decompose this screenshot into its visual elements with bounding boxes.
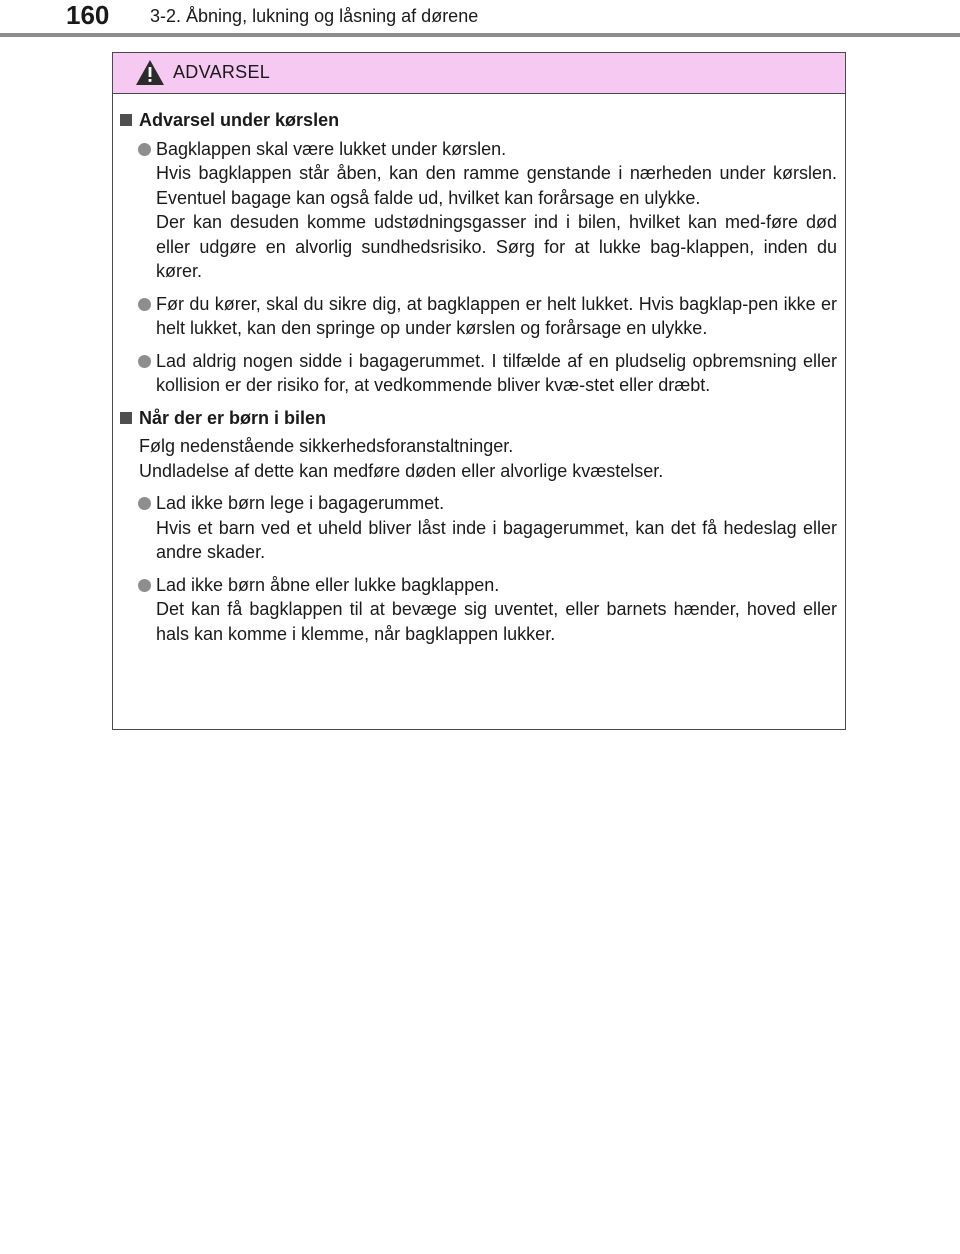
circle-bullet-icon (138, 143, 151, 156)
section-children (119, 406, 837, 647)
paragraph: Undladelse af dette kan medføre døden eller alvorlige kvæstelser. (139, 460, 664, 481)
section-heading-text: Advarsel under kørslen (139, 110, 340, 130)
page-header (0, 0, 960, 40)
square-bullet-icon (120, 412, 132, 424)
paragraph: Før du kører, skal du sikre dig, at bagklappen er helt lukket. Hvis bagklap-pen ikke er helt lukket, kan den springe op under kørslen og forårsage en ulykke. (156, 293, 837, 338)
list-item (119, 137, 837, 284)
paragraph: Det kan få bagklappen til at bevæge sig uventet, eller barnets hænder, hoved eller hals kan komme i klemme, når bagklappen lukker. (156, 599, 837, 644)
warning-box (112, 52, 846, 730)
page-number: 160 (66, 0, 110, 30)
paragraph: Lad ikke børn lege i bagagerummet. (156, 493, 445, 513)
paragraph: Følg nedenstående sikkerhedsforanstaltninger. (139, 436, 514, 456)
circle-bullet-icon (138, 355, 151, 368)
square-bullet-icon (120, 114, 132, 126)
section-title: 3-2. Åbning, lukning og låsning af dørene (150, 6, 479, 26)
paragraph: Hvis bagklappen står åben, kan den ramme genstande i nærheden under kørslen. Eventuel bagage kan også falde ud, hvilket kan forårsage en ulykke. (156, 163, 837, 208)
list-item (119, 292, 837, 341)
paragraph: Lad ikke børn åbne eller lukke bagklappen. (156, 574, 500, 595)
circle-bullet-icon (138, 579, 151, 592)
section-intro (119, 434, 837, 483)
warning-body (113, 94, 845, 646)
list-item (119, 349, 837, 398)
paragraph: Der kan desuden komme udstødningsgasser ind i bilen, hvilket kan med-føre død eller udgøre en alvorlig sundhedsrisiko. Sørg for at lukke bag-klappen, inden du kører. (156, 212, 837, 281)
circle-bullet-icon (138, 497, 151, 510)
header-rule (0, 33, 960, 37)
section-heading-text: Når der er børn i bilen (139, 407, 327, 428)
list-item (119, 573, 837, 647)
section-heading (119, 108, 837, 133)
section-heading (119, 406, 837, 431)
paragraph: Lad aldrig nogen sidde i bagagerummet. I tilfælde af en pludselig opbremsning eller kollision er der risiko for, at vedkommende bliver kvæ-stet eller dræbt. (156, 350, 837, 395)
paragraph: Hvis et barn ved et uheld bliver låst inde i bagagerummet, kan det få hedeslag eller andre skader. (156, 517, 837, 562)
paragraph: Bagklappen skal være lukket under kørslen. (156, 138, 507, 159)
warning-title: ADVARSEL (173, 62, 271, 82)
list-item (119, 491, 837, 565)
section-driving (119, 108, 837, 398)
circle-bullet-icon (138, 298, 151, 311)
warning-header (113, 53, 845, 94)
warning-triangle-icon (135, 59, 165, 86)
